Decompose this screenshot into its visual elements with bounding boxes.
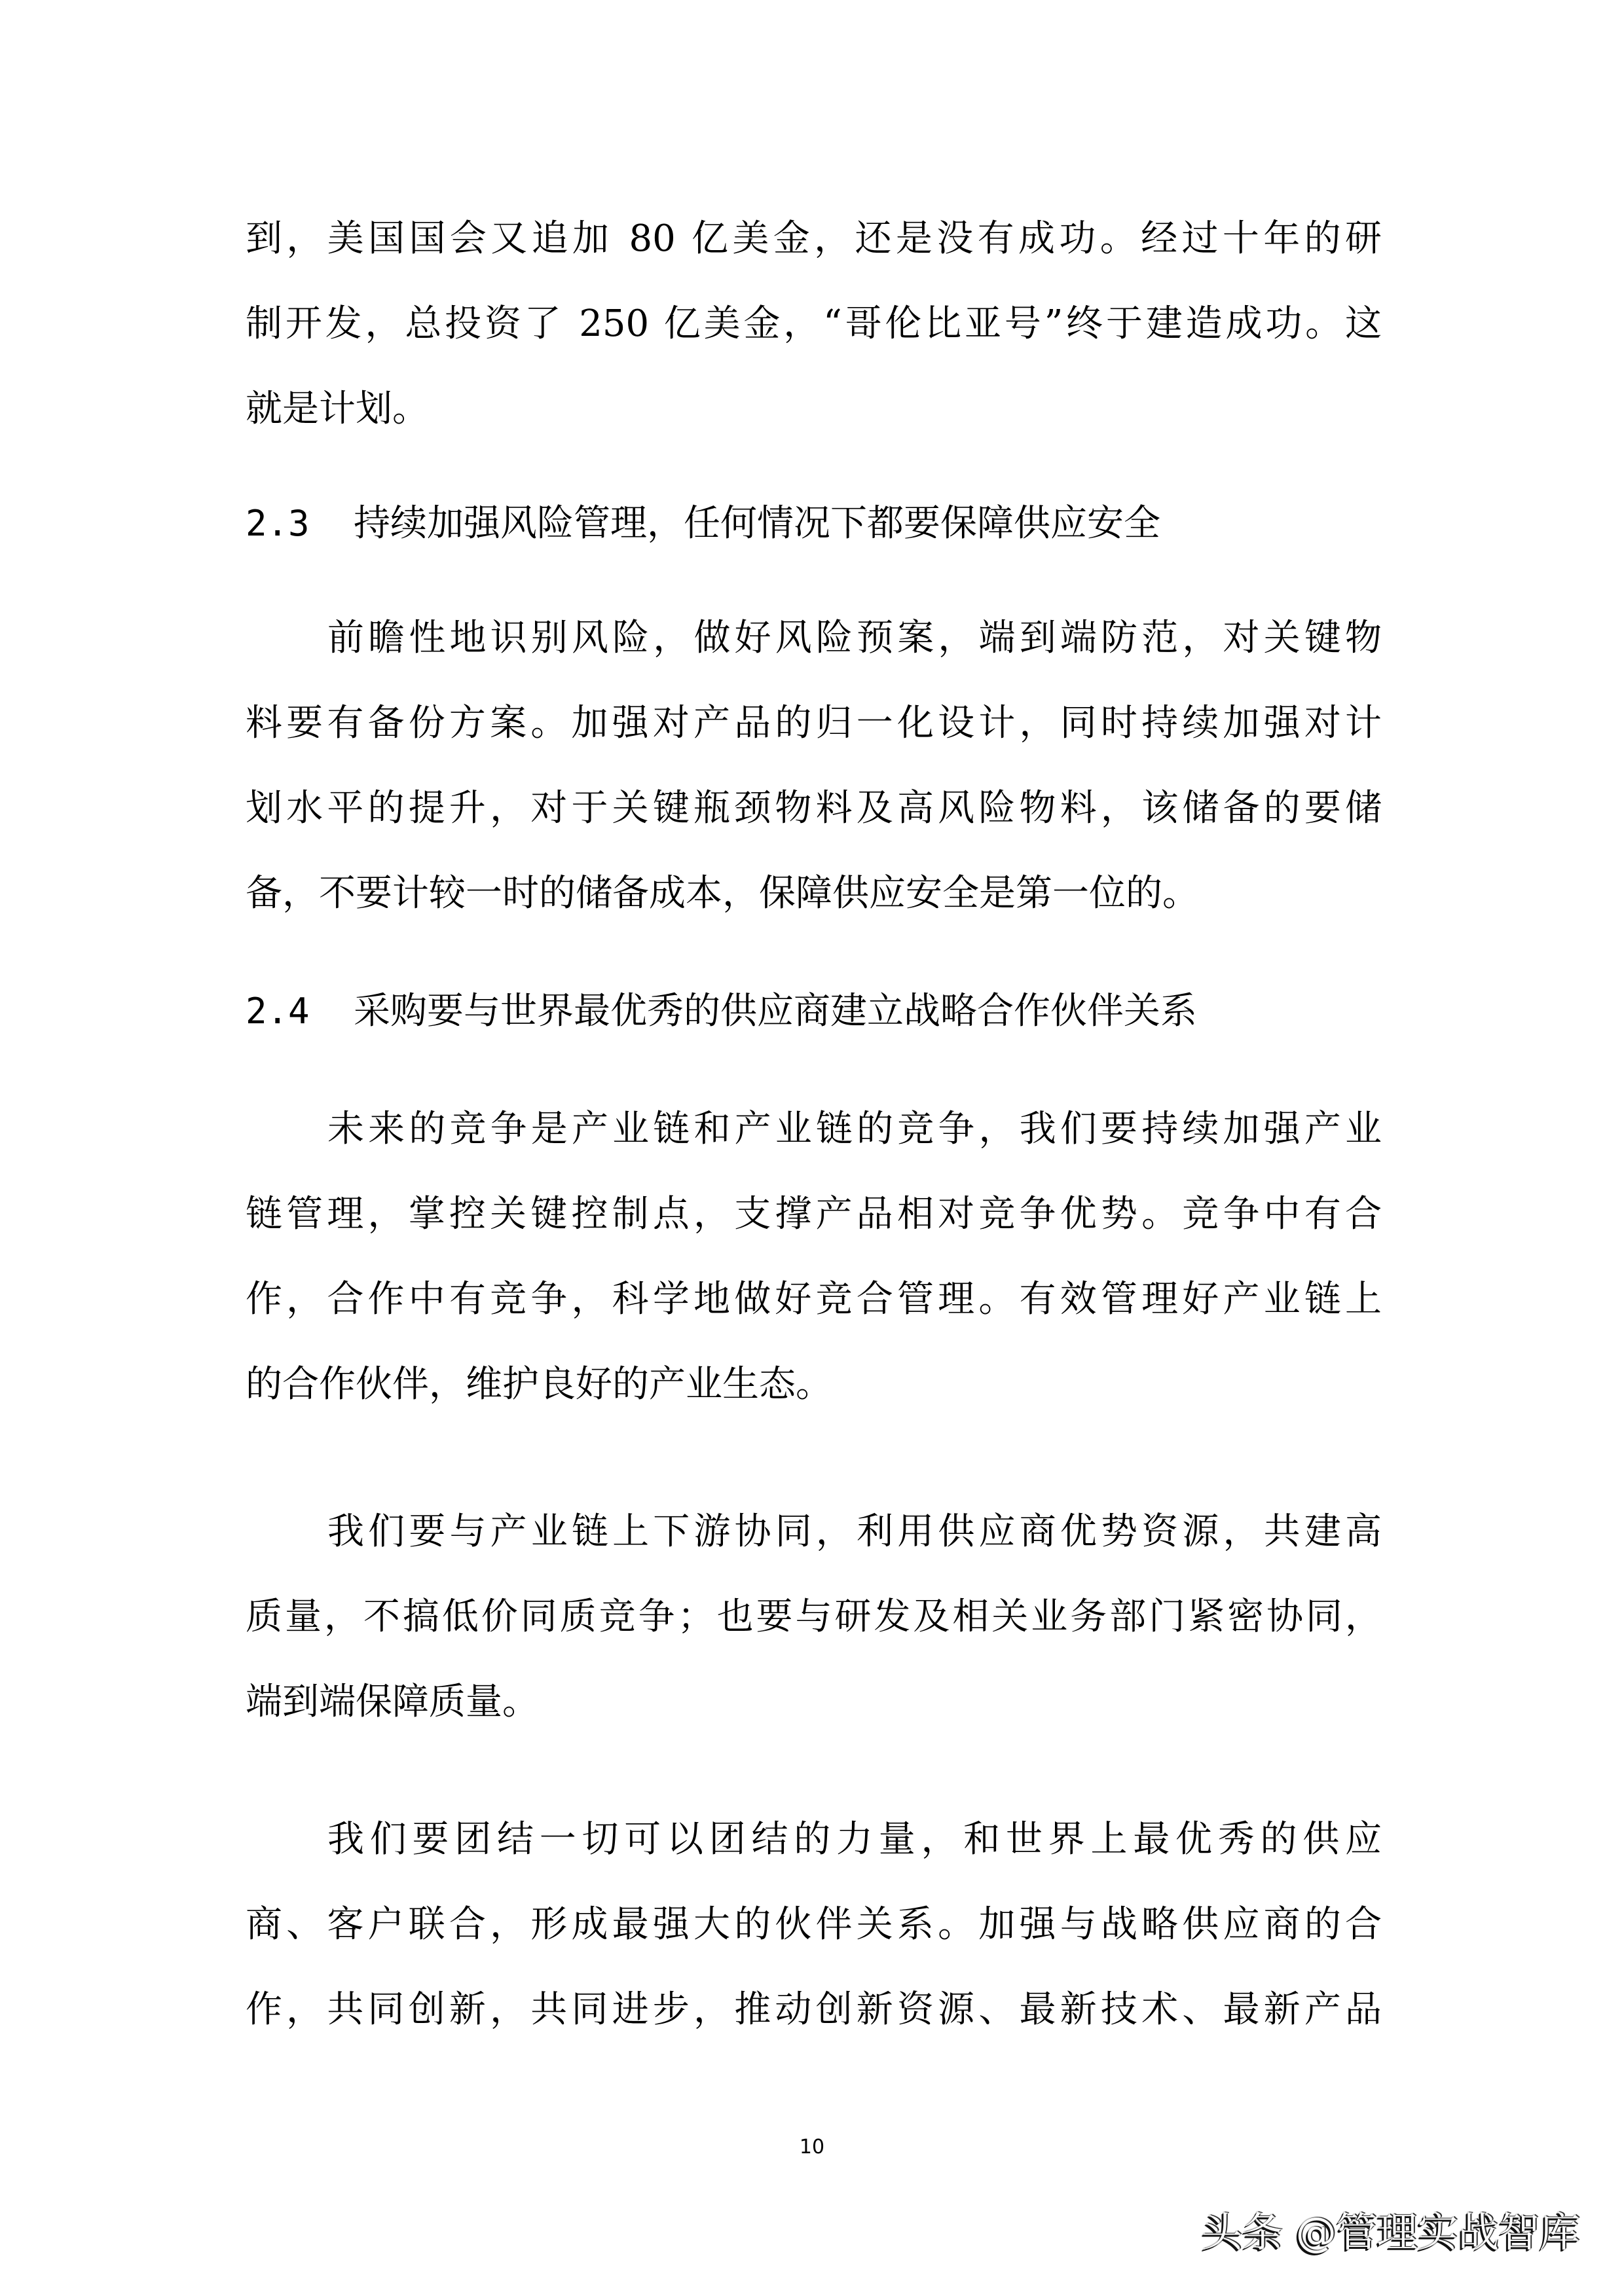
section-number: 2.4 [246, 991, 310, 1032]
paragraph-line: 商、客户联合，形成最强大的伙伴关系。加强与战略供应商的合 [246, 1903, 1382, 1946]
paragraph-line: 未来的竞争是产业链和产业链的竞争，我们要持续加强产业 [327, 1108, 1382, 1150]
paragraph-line: 作，合作中有竞争，科学地做好竞合管理。有效管理好产业链上 [246, 1278, 1382, 1321]
paragraph-line: 质量，不搞低价同质竞争；也要与研发及相关业务部门紧密协同， [246, 1595, 1382, 1638]
watermark-text: 头条 @管理实战智库 [1202, 2208, 1580, 2256]
paragraph-line: 的合作伙伴，维护良好的产业生态。 [246, 1363, 832, 1406]
section-number: 2.3 [246, 503, 310, 544]
paragraph-line: 备，不要计较一时的储备成本，保障供应安全是第一位的。 [246, 872, 1199, 915]
paragraph-line: 链管理，掌控关键控制点，支撑产品相对竞争优势。竞争中有合 [246, 1193, 1382, 1235]
paragraph-line: 端到端保障质量。 [246, 1681, 539, 1723]
paragraph-line: 料要有备份方案。加强对产品的归一化设计，同时持续加强对计 [246, 702, 1382, 744]
paragraph-line: 作，共同创新，共同进步，推动创新资源、最新技术、最新产品 [246, 1988, 1382, 2031]
page-number: 10 [799, 2136, 825, 2159]
paragraph-line: 到，美国国会又追加 80 亿美金，还是没有成功。经过十年的研 [246, 217, 1382, 260]
section-title: 持续加强风险管理，任何情况下都要保障供应安全 [354, 502, 1160, 545]
paragraph-line: 划水平的提升，对于关键瓶颈物料及高风险物料，该储备的要储 [246, 787, 1382, 829]
paragraph-line: 就是计划。 [246, 388, 429, 430]
paragraph-line: 我们要与产业链上下游协同，利用供应商优势资源，共建高 [327, 1510, 1382, 1553]
section-title: 采购要与世界最优秀的供应商建立战略合作伙伴关系 [354, 990, 1197, 1032]
paragraph-line: 前瞻性地识别风险，做好风险预案，端到端防范，对关键物 [327, 617, 1382, 659]
paragraph-line: 我们要团结一切可以团结的力量，和世界上最优秀的供应 [327, 1818, 1382, 1861]
paragraph-line: 制开发，总投资了 250 亿美金，“哥伦比亚号”终于建造成功。这 [246, 302, 1382, 345]
section-heading-2-3 [246, 498, 1160, 550]
section-heading-2-4 [246, 985, 1197, 1038]
